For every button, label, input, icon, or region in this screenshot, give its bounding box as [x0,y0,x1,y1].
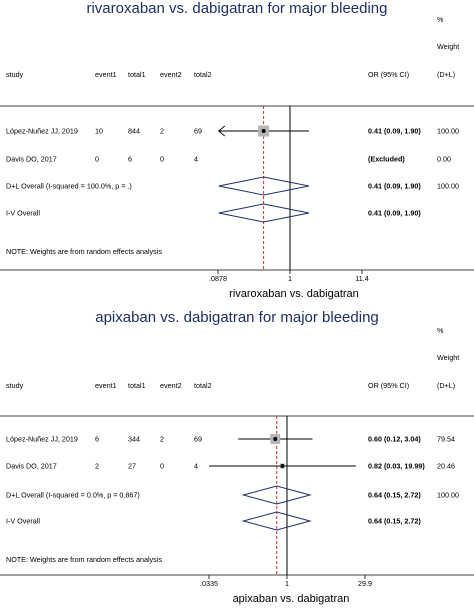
study-point-estimate [273,437,277,441]
x-tick-label: .0878 [209,274,227,283]
header-study: study [6,70,24,79]
study-event2: 0 [160,154,164,164]
study-name: Davis DO, 2017 [6,154,57,164]
study-point-estimate [280,464,284,468]
header-total2: total2 [194,381,212,390]
x-axis-label: rivaroxaban vs. dabigatran [229,288,359,300]
pooled-or-ci: 0.41 (0.09, 1.90) [368,208,421,218]
study-event1: 0 [95,154,99,164]
study-total1: 27 [128,461,136,471]
x-tick-label: 1 [284,579,289,588]
weights-note: NOTE: Weights are from random effects analysis [6,247,162,256]
header-total1: total1 [128,70,146,79]
header-event1: event1 [95,381,117,390]
pooled-label: D+L Overall (I-squared = 100.0%, p = .) [6,181,132,191]
study-total1: 344 [128,434,140,444]
pooled-or-ci: 0.41 (0.09, 1.90) [368,181,421,191]
x-tick-label: 29.9 [358,579,372,588]
x-tick-label: .0335 [200,579,218,588]
pooled-label: I-V Overall [6,516,40,526]
study-event1: 2 [95,461,99,471]
chart-title: apixaban vs. dabigatran for major bleeding [95,309,379,326]
study-total1: 6 [128,154,132,164]
study-event1: 10 [95,126,103,136]
header-weight: Weight [437,353,460,362]
header-dl: (D+L) [437,381,456,390]
study-event2: 2 [160,434,164,444]
study-or-ci: 0.41 (0.09, 1.90) [368,126,421,136]
header-study: study [6,381,24,390]
study-total2: 4 [194,154,198,164]
pooled-weight: 100.00 [437,181,459,191]
study-or-ci: (Excluded) [368,154,405,164]
header-event2: event2 [160,381,182,390]
study-event2: 0 [160,461,164,471]
pooled-weight: 100.00 [437,490,459,500]
study-total2: 69 [194,434,202,444]
header-weight: Weight [437,42,460,51]
x-axis-label: apixaban vs. dabigatran [232,593,350,605]
study-name: López-Nuñez JJ, 2019 [6,126,78,136]
weights-note: NOTE: Weights are from random effects analysis [6,555,162,564]
study-or-ci: 0.60 (0.12, 3.04) [368,434,421,444]
header-total2: total2 [194,70,212,79]
study-name: López-Nuñez JJ, 2019 [6,434,78,444]
study-weight: 100.00 [437,126,459,136]
study-total2: 4 [194,461,198,471]
header-or-ci: OR (95% CI) [368,70,410,79]
header-dl: (D+L) [437,70,456,79]
study-event1: 6 [95,434,99,444]
study-weight: 79.54 [437,434,455,444]
forest-plot-apixaban [0,305,474,610]
chart-title: rivaroxaban vs. dabigatran for major bleeding [86,0,388,17]
study-or-ci: 0.82 (0.03, 19.99) [368,461,425,471]
study-weight: 0.00 [437,154,451,164]
pooled-or-ci: 0.64 (0.15, 2.72) [368,516,421,526]
study-total2: 69 [194,126,202,136]
study-event2: 2 [160,126,164,136]
forest-plot-svg [0,305,474,610]
study-weight: 20.46 [437,461,455,471]
header-event2: event2 [160,70,182,79]
pooled-label: I-V Overall [6,208,40,218]
header-event1: event1 [95,70,117,79]
pooled-or-ci: 0.64 (0.15, 2.72) [368,490,421,500]
study-point-estimate [262,129,266,133]
header-percent: % [437,15,444,24]
study-name: Davis DO, 2017 [6,461,57,471]
pooled-label: D+L Overall (I-squared = 0.0%, p = 0.867) [6,490,140,500]
header-total1: total1 [128,381,146,390]
x-tick-label: 1 [287,274,292,283]
x-tick-label: 11.4 [355,274,369,283]
header-percent: % [437,326,444,335]
header-or-ci: OR (95% CI) [368,381,410,390]
study-total1: 844 [128,126,140,136]
